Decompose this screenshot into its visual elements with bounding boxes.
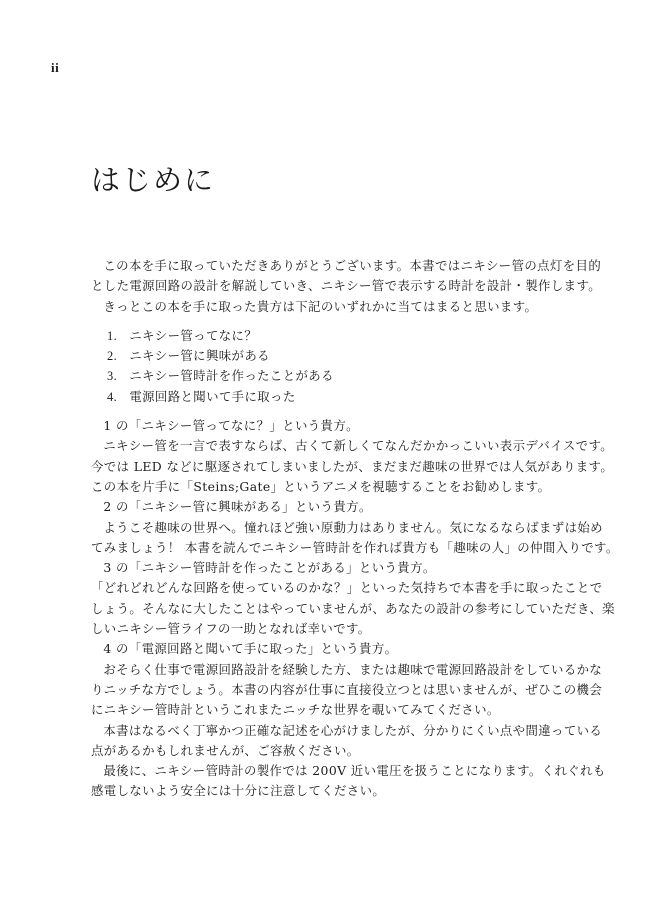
section-heading: 1 の「ニキシー管ってなに？」という貴方。 <box>103 418 359 434</box>
text-line: にニキシー管時計というこれまたニッチな世界を覗いてみてください。 <box>91 702 500 718</box>
text-line: てみましょう！ 本書を読んでニキシー管時計を作れば貴方も「趣味の人」の仲間入りです。 <box>91 539 619 555</box>
chapter-title: はじめに <box>91 163 216 197</box>
list-number: 1. <box>107 328 118 343</box>
text-line: この本を片手に「Steins;Gate」というアニメを視聴することをお勧めします。 <box>91 478 551 494</box>
list-label: ニキシー管時計を作ったことがある <box>129 368 334 384</box>
text-line: りニッチな方でしょう。本書の内容が仕事に直接役立つとは思いませんが、ぜひこの機会 <box>91 681 603 697</box>
text-line: ようこそ趣味の世界へ。憧れほど強い原動力はありません。気になるならばまずは始め <box>103 519 603 535</box>
list-item <box>107 387 565 407</box>
text-line: しょう。そんなに大したことはやっていませんが、あなたの設計の参考にしていただき、楽 <box>91 600 615 616</box>
text-line: きっとこの本を手に取った貴方は下記のいずれかに当てはまると思います。 <box>103 298 538 314</box>
chapter-body <box>91 256 619 802</box>
intro-paragraph <box>91 256 602 317</box>
section-2 <box>91 497 619 558</box>
list-label: 電源回路と聞いて手に取った <box>129 388 296 404</box>
section-heading: 3 の「ニキシー管時計を作ったことがある」という貴方。 <box>103 560 436 576</box>
text-line: 今では LED などに駆逐されてしまいましたが、まだまだ趣味の世界では人気があります。 <box>91 458 614 474</box>
list-number: 3. <box>107 369 118 384</box>
text-line: この本を手に取っていただきありがとうございます。本書ではニキシー管の点灯を目的 <box>103 258 602 273</box>
list-label: ニキシー管ってなに？ <box>129 327 258 343</box>
section-heading: 4 の「電源回路と聞いて手に取った」という貴方。 <box>103 641 398 657</box>
text-line: 「どれどれどんな回路を使っているのかな？」といった気持ちで本書を手に取ったことで <box>91 580 603 596</box>
section-heading: 2 の「ニキシー管に興味がある」という貴方。 <box>103 499 372 515</box>
list-number: 4. <box>107 389 118 404</box>
list-item <box>107 366 565 386</box>
section-3 <box>91 558 615 639</box>
section-1 <box>91 416 614 497</box>
list-item <box>107 346 565 366</box>
list-number: 2. <box>107 349 118 364</box>
list-item <box>107 326 565 346</box>
page-number: ii <box>51 60 60 75</box>
list-label: ニキシー管に興味がある <box>129 348 270 364</box>
text-line: 点があるかもしれませんが、ご容赦ください。 <box>91 742 360 758</box>
closing-paragraph-2 <box>91 761 606 802</box>
text-line: 本書はなるべく丁寧かつ正確な記述を心がけましたが、分かりにくい点や間違っている <box>103 722 603 738</box>
text-line: おそらく仕事で電源回路設計を経験した方、または趣味で電源回路設計をしているかな <box>103 661 603 677</box>
text-line: 最後に、ニキシー管時計の製作では 200V 近い電圧を扱うことになります。くれぐれも <box>103 763 606 779</box>
section-4 <box>91 639 603 720</box>
reader-type-list <box>91 326 565 407</box>
text-line: しいニキシー管ライフの一助となれば幸いです。 <box>91 621 371 637</box>
text-line: とした電源回路の設計を解説していき、ニキシー管で表示する時計を設計・製作します。 <box>91 278 602 294</box>
text-line: 感電しないよう安全には十分に注意してください。 <box>91 783 386 799</box>
closing-paragraph-1 <box>91 721 603 762</box>
text-line: ニキシー管を一言で表すならば、古くて新しくてなんだかかっこいい表示デバイスです。 <box>103 438 614 454</box>
